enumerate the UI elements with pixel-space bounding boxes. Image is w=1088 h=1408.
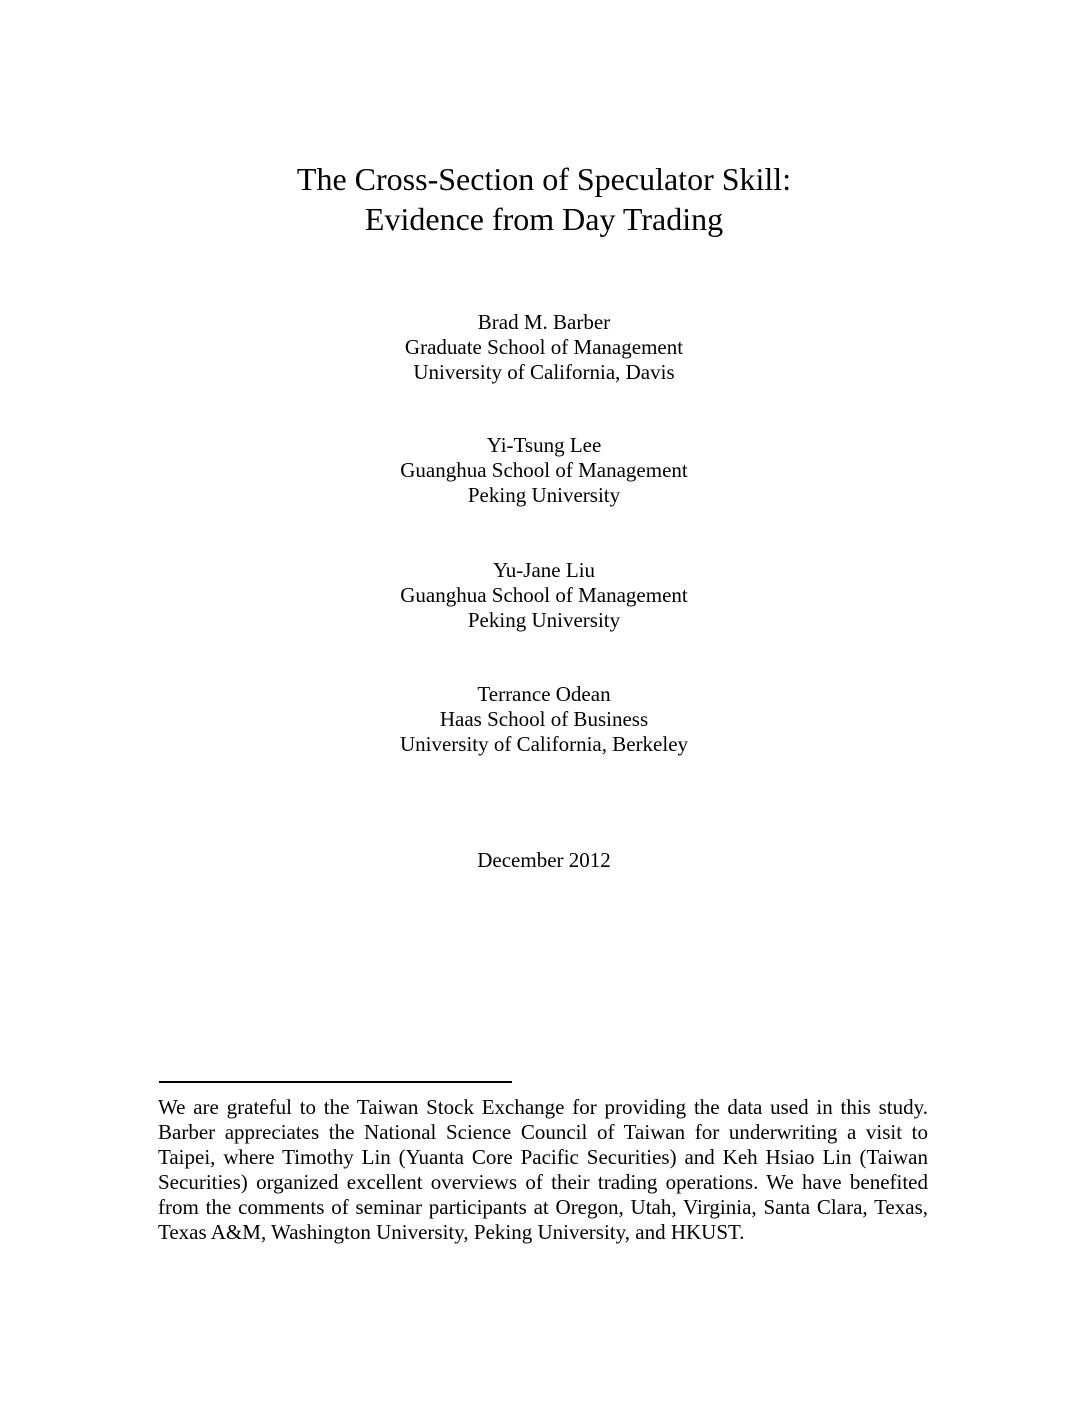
paper-title-line1: The Cross-Section of Speculator Skill: [296, 161, 792, 197]
paper-title [0, 159, 1088, 239]
author-block-liu [0, 558, 1088, 633]
author-affiliation: University of California, Davis [413, 360, 675, 384]
author-name: Brad M. Barber [477, 310, 611, 334]
author-name: Yu-Jane Liu [492, 558, 596, 582]
publication-date: December 2012 [477, 848, 611, 872]
author-affiliation: Haas School of Business [439, 707, 649, 731]
author-affiliation: Guanghua School of Management [400, 583, 688, 607]
author-affiliation: Graduate School of Management [404, 335, 684, 359]
footnote-separator-rule [159, 1081, 512, 1083]
author-affiliation: Peking University [467, 608, 621, 632]
author-name: Terrance Odean [477, 682, 611, 706]
author-affiliation: Peking University [467, 483, 621, 507]
author-name: Yi-Tsung Lee [486, 433, 602, 457]
author-affiliation: University of California, Berkeley [399, 732, 689, 756]
author-block-lee [0, 433, 1088, 508]
author-block-barber [0, 310, 1088, 385]
author-affiliation: Guanghua School of Management [400, 458, 688, 482]
acknowledgment-footnote: We are grateful to the Taiwan Stock Exchange for providing the data used in this study. Barber appreciates the National Science Council of Taiwan for underwriting a visit to Taipei, where Timothy Lin (Yuanta Core Pacific Securities) and Keh Hsiao Lin (Taiwan Securities) organized excellent overviews of their trading operations. We have benefited from the comments of seminar participants at Oregon, Utah, Virginia, Santa Clara, Texas, Texas A&M, Washington University, Peking University, and HKUST. [158, 1095, 928, 1244]
author-block-odean [0, 682, 1088, 757]
paper-title-line2: Evidence from Day Trading [364, 201, 724, 237]
